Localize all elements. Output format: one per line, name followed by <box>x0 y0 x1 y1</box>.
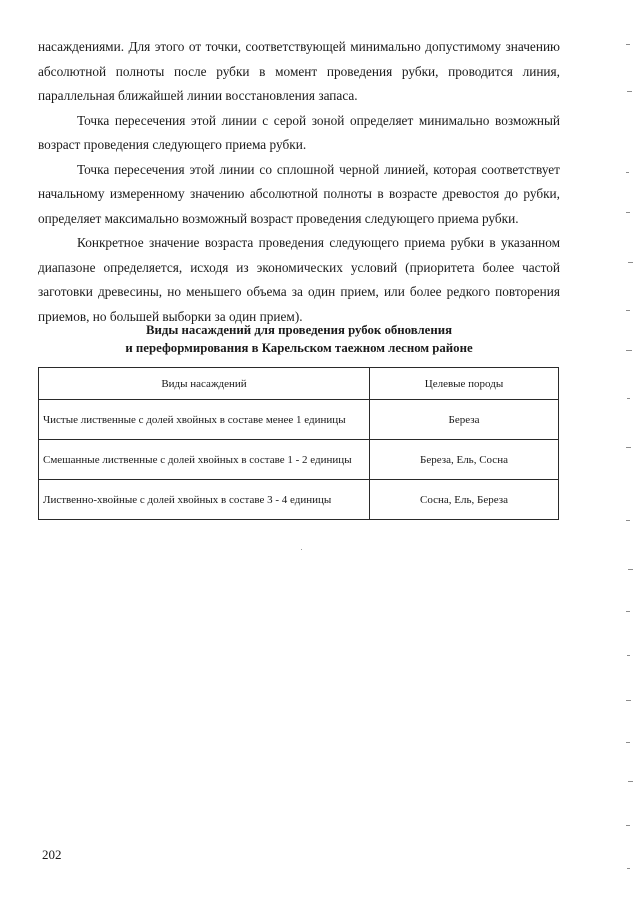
paragraph: Конкретное значение возраста проведения следующего приема рубки в указанном диапазоне определяется, исходя из экономических условий (приоритета более частой заготовки древесины, но меньшего объема за один прием, или более редкого повторения приемов, но большей выборки за один прием). <box>38 235 560 324</box>
plantation-type-cell: Смешанные лиственные с долей хвойных в составе 1 - 2 единицы <box>39 440 370 480</box>
paragraph-continuation: насаждениями. Для этого от точки, соответствующей минимально допустимому значению абсолютной полноты после рубки в момент проведения рубки, проводится линия, параллельная ближайшей линии восстановления запаса. <box>38 39 560 103</box>
target-species-cell: Сосна, Ель, Береза <box>370 480 559 520</box>
target-species-cell: Береза, Ель, Сосна <box>370 440 559 480</box>
scan-speck <box>301 549 302 550</box>
paragraph: Точка пересечения этой линии с серой зоной определяет минимально возможный возраст проведения следующего приема рубки. <box>38 112 560 152</box>
body-text <box>38 35 560 329</box>
table-caption <box>38 321 560 357</box>
table-caption-line: Виды насаждений для проведения рубок обновления <box>145 323 453 337</box>
scan-edge-marks <box>620 0 640 905</box>
column-header-target-species: Целевые породы <box>370 368 559 400</box>
plantation-type-cell: Лиственно-хвойные с долей хвойных в составе 3 - 4 единицы <box>39 480 370 520</box>
page-number: 202 <box>42 847 62 862</box>
table-row <box>39 440 559 480</box>
table-row <box>39 400 559 440</box>
plantation-types-table <box>38 367 559 520</box>
target-species-cell: Береза <box>370 400 559 440</box>
table-header-row <box>39 368 559 400</box>
plantation-type-cell: Чистые лиственные с долей хвойных в составе менее 1 единицы <box>39 400 370 440</box>
column-header-plantation-types: Виды насаждений <box>39 368 370 400</box>
paragraph: Точка пересечения этой линии со сплошной черной линией, которая соответствует начальному измеренному значению абсолютной полноты в возрасте древостоя до рубки, определяет максимально возможный возраст проведения следующего приема рубки. <box>38 161 560 226</box>
table-caption-line: и переформирования в Карельском таежном лесном районе <box>125 341 473 355</box>
table-row <box>39 480 559 520</box>
